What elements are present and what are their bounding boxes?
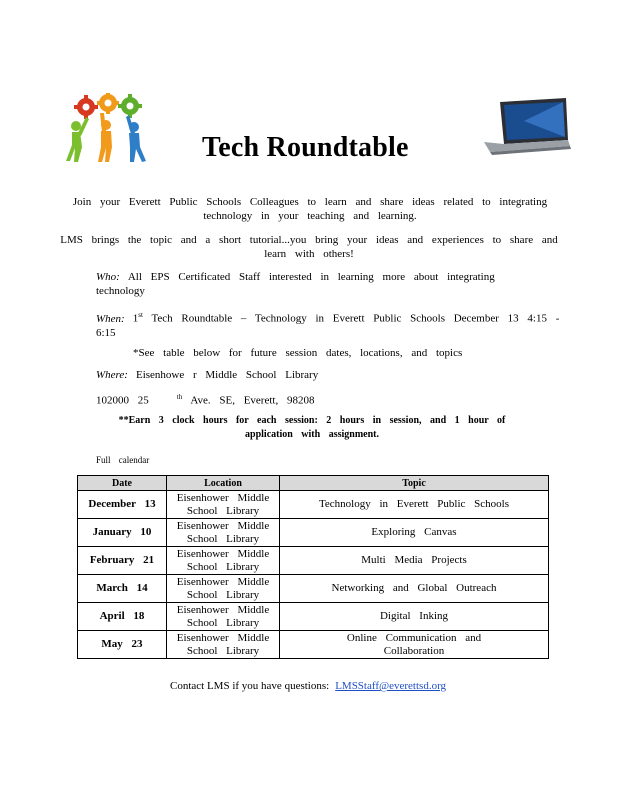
row-topic [280,631,549,659]
when-number: 1 [132,312,139,325]
topic-line: Technology in Everett Public Schools [318,498,510,510]
address-line [96,390,516,408]
when-superscript: st [138,311,143,319]
location-line: School Library [186,560,260,573]
earn-line: **Earn 3 clock hours for each session: 2 hours in session, and 1 hour of [118,415,506,426]
when-text: Tech Roundtable – Technology in Everett Public Schools December 13 4:15 - [151,312,560,325]
person-blue-icon [126,115,146,162]
topic-line: Exploring Canvas [371,526,457,538]
where-label: Where: [96,369,128,381]
row-date: January 10 [78,519,167,547]
location-line: Eisenhower Middle [176,547,270,560]
person-orange-icon [98,113,112,162]
intro-line: learn with others! [264,248,354,260]
header-date: Date [78,476,167,491]
table-row [78,547,549,575]
table-row [78,519,549,547]
gear-red-icon [74,95,98,119]
who-label: Who: [96,271,120,283]
table-header-row [78,476,549,491]
table-row [78,575,549,603]
header-location: Location [167,476,280,491]
row-topic [280,519,549,547]
full-calendar-label: Full calendar [96,455,150,465]
location-line: School Library [186,588,260,601]
location-line: Eisenhower Middle [176,519,270,532]
row-topic [280,547,549,575]
row-location [167,491,280,519]
location-line: Eisenhower Middle [176,575,270,588]
row-location [167,575,280,603]
when-label: When: [96,312,125,325]
row-date: April 18 [78,603,167,631]
earn-hours-note [90,414,534,442]
gear-green-icon [118,94,142,118]
row-topic [280,575,549,603]
row-date: February 21 [78,547,167,575]
row-date: May 23 [78,631,167,659]
location-line: School Library [186,532,260,545]
header-topic: Topic [280,476,549,491]
who-text: All EPS Certificated Staff interested in learning more about integrating [127,271,495,283]
row-location [167,603,280,631]
laptop-icon [484,96,574,158]
contact-line [170,680,446,692]
table-row [78,603,549,631]
location-line: School Library [186,504,260,517]
row-location [167,631,280,659]
who-text-cont: technology [96,285,145,297]
when-text-cont: 6:15 [96,326,116,339]
intro-line: technology in your teaching and learning. [203,210,417,222]
row-topic [280,491,549,519]
intro-paragraph [60,195,560,223]
where-text: Eisenhowe r Middle School Library [135,369,319,381]
table-row [78,631,549,659]
address-text: Ave. SE, Everett, 98208 [190,394,315,407]
topic-line: Networking and Global Outreach [331,582,497,594]
where-section [96,368,516,382]
earn-line: application with assignment. [245,429,379,440]
row-location [167,547,280,575]
gear-orange-icon [97,93,119,114]
location-line: School Library [186,644,260,657]
page-title: Tech Roundtable [202,132,409,163]
row-location [167,519,280,547]
when-section [96,308,566,340]
schedule-table [77,475,549,659]
address-superscript: th [176,393,183,401]
intro-line: LMS brings the topic and a short tutorial...you bring your ideas and experiences to share and [60,234,558,246]
location-line: Eisenhower Middle [176,603,270,616]
topic-line: Collaboration [383,644,445,657]
location-line: School Library [186,616,260,629]
location-line: Eisenhower Middle [176,631,270,644]
topic-line: Multi Media Projects [361,554,467,566]
intro-paragraph [54,233,564,261]
gears-teamwork-logo [64,93,156,163]
table-row [78,491,549,519]
row-date: March 14 [78,575,167,603]
intro-line: Join your Everett Public Schools Colleagues to learn and share ideas related to integrating [72,196,548,208]
address-number: 102000 25 [96,394,149,407]
row-topic [280,603,549,631]
who-section [96,270,516,298]
email-link[interactable]: LMSStaff@everettsd.org [335,680,447,692]
topic-line: Digital Inking [379,610,449,622]
person-green-icon [66,117,89,162]
contact-text: Contact LMS if you have questions: [170,680,330,692]
location-line: Eisenhower Middle [176,491,270,504]
topic-line: Online Communication and [346,631,482,644]
row-date: December 13 [78,491,167,519]
see-table-note: *See table below for future session dates, locations, and topics [133,347,463,359]
